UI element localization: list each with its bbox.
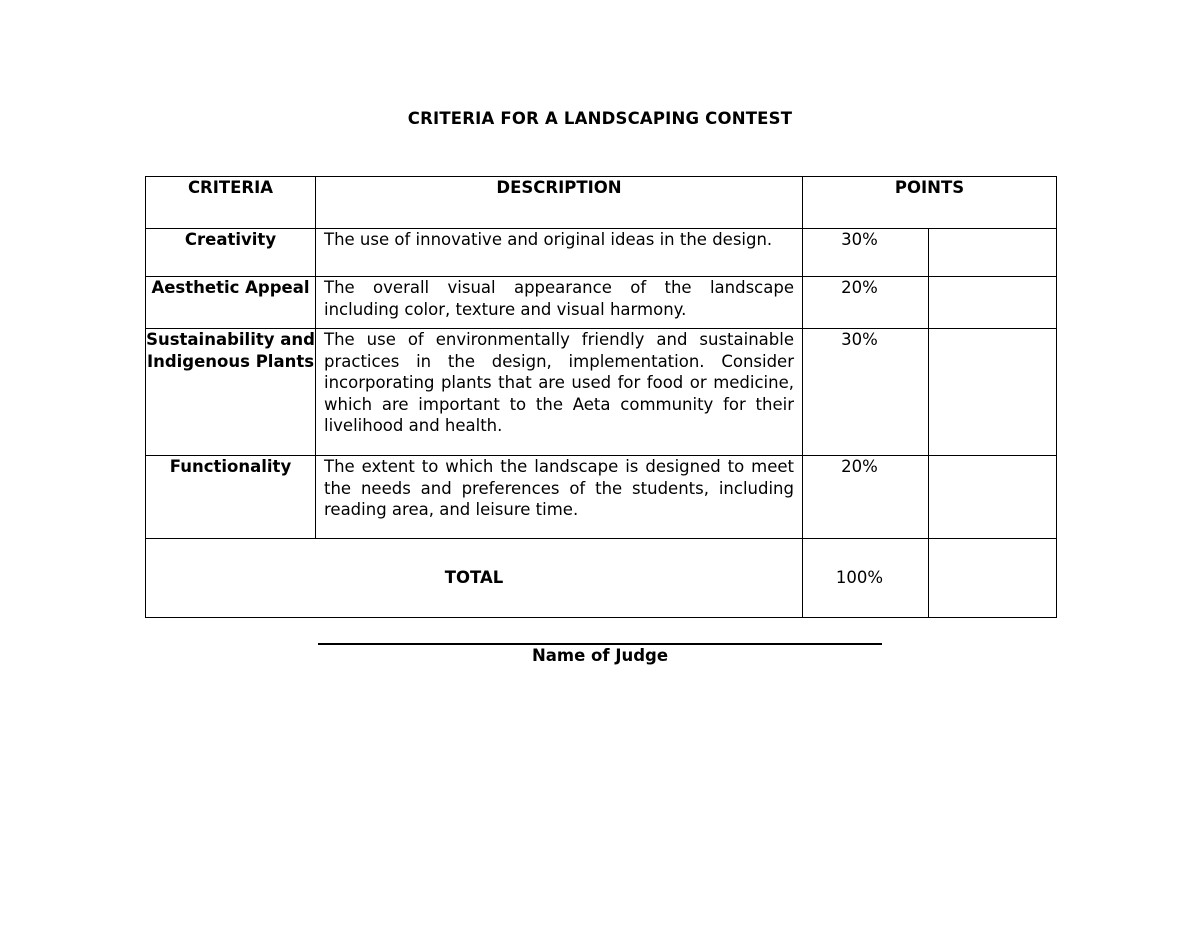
criteria-description: The extent to which the landscape is designed to meet the needs and preferences of the students, including reading area, and leisure time. (316, 456, 803, 539)
table-row (146, 456, 1057, 539)
score-cell (929, 229, 1057, 277)
criteria-points: 30% (803, 329, 929, 456)
criteria-points: 20% (803, 456, 929, 539)
header-criteria: CRITERIA (146, 177, 316, 229)
judge-name-label: Name of Judge (531, 646, 669, 665)
criteria-description: The overall visual appearance of the landscape including color, texture and visual harmony. (316, 277, 803, 329)
header-points: POINTS (803, 177, 1057, 229)
table-row (146, 229, 1057, 277)
criteria-points: 20% (803, 277, 929, 329)
criteria-points: 30% (803, 229, 929, 277)
total-label: TOTAL (146, 539, 803, 618)
total-score-cell (929, 539, 1057, 618)
document-title: CRITERIA FOR A LANDSCAPING CONTEST (407, 109, 793, 128)
criteria-name: Aesthetic Appeal (146, 277, 316, 329)
criteria-table (145, 176, 1057, 618)
total-row (146, 539, 1057, 618)
criteria-description: The use of environmentally friendly and sustainable practices in the design, implementation. Consider incorporating plants that are used for food or medicine, which are important to the Aeta community for their livelihood and health. (316, 329, 803, 456)
criteria-name: Creativity (146, 229, 316, 277)
score-cell (929, 456, 1057, 539)
table-row (146, 329, 1057, 456)
score-cell (929, 329, 1057, 456)
header-description: DESCRIPTION (316, 177, 803, 229)
score-cell (929, 277, 1057, 329)
criteria-name: Functionality (146, 456, 316, 539)
table-header-row (146, 177, 1057, 229)
criteria-name: Sustainability and Indigenous Plants (146, 329, 316, 456)
criteria-description: The use of innovative and original ideas in the design. (316, 229, 803, 277)
signature-line (318, 643, 882, 645)
total-points: 100% (803, 539, 929, 618)
table-row (146, 277, 1057, 329)
